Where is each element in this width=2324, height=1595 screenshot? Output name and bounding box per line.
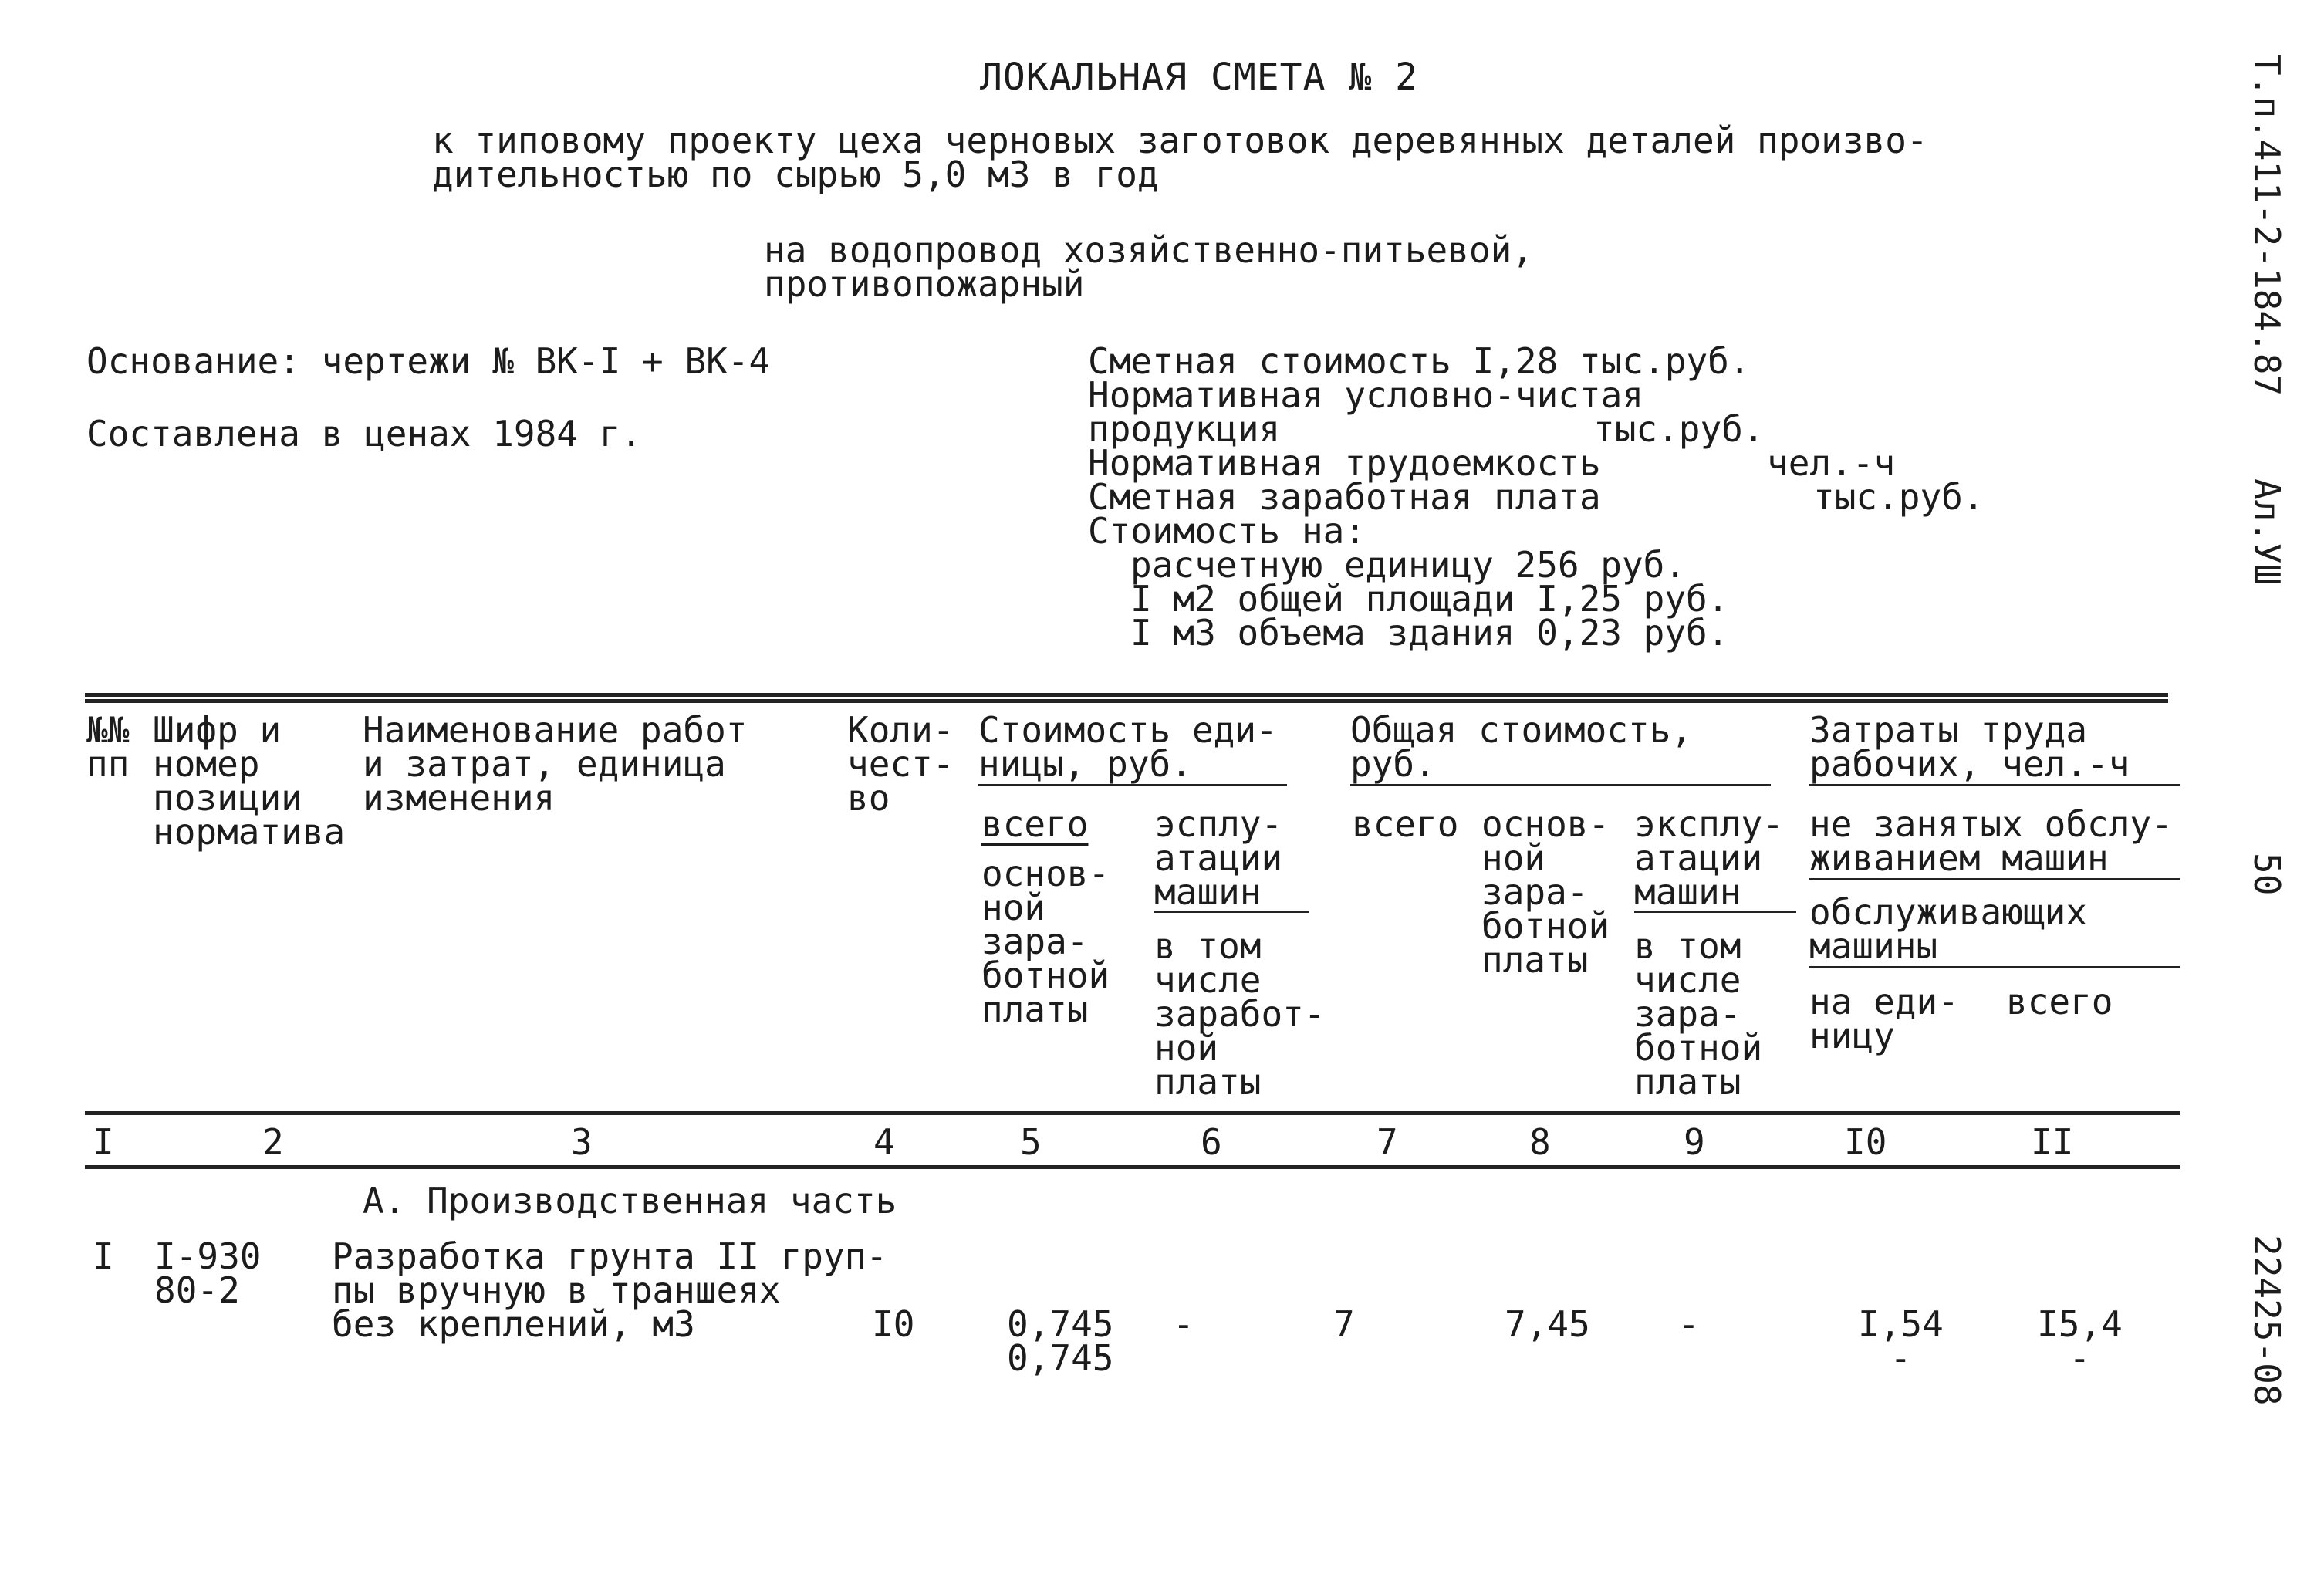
- row-total-machine: -: [1678, 1303, 1700, 1345]
- header-labor-group: Затраты труда рабочих, чел.-ч: [1809, 709, 2130, 785]
- header-col-11: всего: [2006, 981, 2113, 1022]
- header-col-8: основ- ной зара- ботной платы: [1481, 803, 1610, 981]
- row-total: 7: [1333, 1303, 1355, 1345]
- column-number: 8: [1529, 1121, 1551, 1163]
- column-numbers-top-rule: [85, 1111, 2180, 1115]
- header-col-5-top: всего: [981, 803, 1089, 845]
- column-number: 9: [1684, 1121, 1705, 1163]
- header-col-1: №№ пп: [86, 709, 130, 785]
- header-labor-not-busy: не занятых обслу- живанием машин: [1809, 803, 2173, 879]
- summary-estimated-cost: Сметная стоимость I,28 тыс.руб.: [1088, 340, 1751, 382]
- header-col-7: всего: [1352, 803, 1459, 845]
- summary-wage-label: Сметная заработная плата: [1088, 476, 1601, 518]
- row-total-wage: 7,45: [1505, 1303, 1590, 1345]
- column-number: 6: [1201, 1121, 1222, 1163]
- basis-foundation: Основание: чертежи № ВК-I + ВК-4: [86, 340, 771, 382]
- row-name: Разработка грунта II груп- пы вручную в траншеях без креплений, м3: [332, 1235, 888, 1345]
- summary-per-m3: I м3 объема здания 0,23 руб.: [1130, 612, 1729, 654]
- column-number: 3: [571, 1121, 593, 1163]
- column-number: 4: [873, 1121, 895, 1163]
- header-col-10: на еди- ницу: [1809, 981, 1959, 1056]
- table-top-rule-double: [85, 699, 2168, 703]
- header-col-4: Коли- чест- во: [847, 709, 954, 819]
- row-labor-unit: I,54 -: [1858, 1303, 1944, 1379]
- header-total-cost-group: Общая стоимость, руб.: [1350, 709, 1693, 785]
- summary-normative-unit: тыс.руб.: [1593, 408, 1765, 450]
- column-number: 5: [1020, 1121, 1042, 1163]
- header-col-9-bottom: в том числе зара- ботной платы: [1634, 925, 1763, 1103]
- summary-normative-label: продукция: [1088, 408, 1281, 450]
- column-number: I0: [1844, 1121, 1887, 1163]
- summary-normative-line1: Нормативная условно-чистая: [1088, 374, 1644, 416]
- section-title: А. Производственная часть: [363, 1180, 897, 1222]
- col-9-rule: [1634, 911, 1796, 913]
- header-col-6-top: эсплу- атации машин: [1154, 803, 1283, 913]
- labor-not-busy-rule: [1809, 878, 2180, 880]
- col-6-rule: [1154, 911, 1309, 913]
- inventory-number-vertical: 22425-08: [2246, 1235, 2288, 1406]
- row-unit-total: 0,745 0,745: [1007, 1303, 1114, 1379]
- header-col-6-bottom: в том числе заработ- ной платы: [1154, 925, 1326, 1103]
- header-col-9-top: эксплу- атации машин: [1634, 803, 1784, 913]
- header-col-2: Шифр и номер позиции норматива: [153, 709, 346, 853]
- object-line-2: противопожарный: [764, 263, 1085, 305]
- labor-busy-rule: [1809, 966, 2180, 968]
- row-unit-machine: -: [1173, 1303, 1194, 1345]
- subtitle-line-1: к типовому проекту цеха черновых заготовок деревянных деталей произво-: [432, 120, 1928, 161]
- page-number-vertical: 50: [2246, 853, 2288, 896]
- summary-per-m2: I м2 общей площади I,25 руб.: [1130, 578, 1729, 620]
- total-cost-group-rule: [1350, 784, 1771, 786]
- summary-labor-label: Нормативная трудоемкость: [1088, 442, 1601, 484]
- table-top-rule: [85, 693, 2168, 697]
- sheet-vertical: Ал.УШ: [2246, 478, 2288, 586]
- subtitle-line-2: дительностью по сырью 5,0 м3 в год: [432, 154, 1159, 195]
- header-col-3: Наименование работ и затрат, единица изменения: [363, 709, 748, 819]
- project-code-vertical: Т.п.411-2-184.87: [2246, 54, 2288, 397]
- header-unit-cost-group: Стоимость еди- ницы, руб.: [978, 709, 1278, 785]
- row-labor-total: I5,4 -: [2037, 1303, 2123, 1379]
- column-number: 7: [1376, 1121, 1398, 1163]
- summary-per-unit: расчетную единицу 256 руб.: [1130, 544, 1687, 586]
- column-numbers-bottom-rule: [85, 1165, 2180, 1169]
- basis-prices: Составлена в ценах 1984 г.: [86, 413, 643, 455]
- document-title: ЛОКАЛЬНАЯ СМЕТА № 2: [980, 56, 1419, 99]
- summary-cost-on: Стоимость на:: [1088, 510, 1366, 552]
- column-number: II: [2031, 1121, 2074, 1163]
- labor-group-rule: [1809, 784, 2180, 786]
- row-num: I: [93, 1235, 114, 1277]
- summary-labor-unit: чел.-ч: [1767, 442, 1896, 484]
- column-number: 2: [262, 1121, 284, 1163]
- summary-wage-unit: тыс.руб.: [1813, 476, 1985, 518]
- row-qty: I0: [872, 1303, 915, 1345]
- header-col-5-bottom: основ- ной зара- ботной платы: [981, 853, 1110, 1030]
- column-number: I: [93, 1121, 114, 1163]
- row-code: I-930 80-2: [154, 1235, 262, 1311]
- header-labor-busy: обслуживающих машины: [1809, 891, 2088, 967]
- unit-cost-group-rule: [978, 784, 1287, 786]
- object-line-1: на водопровод хозяйственно-питьевой,: [764, 229, 1533, 271]
